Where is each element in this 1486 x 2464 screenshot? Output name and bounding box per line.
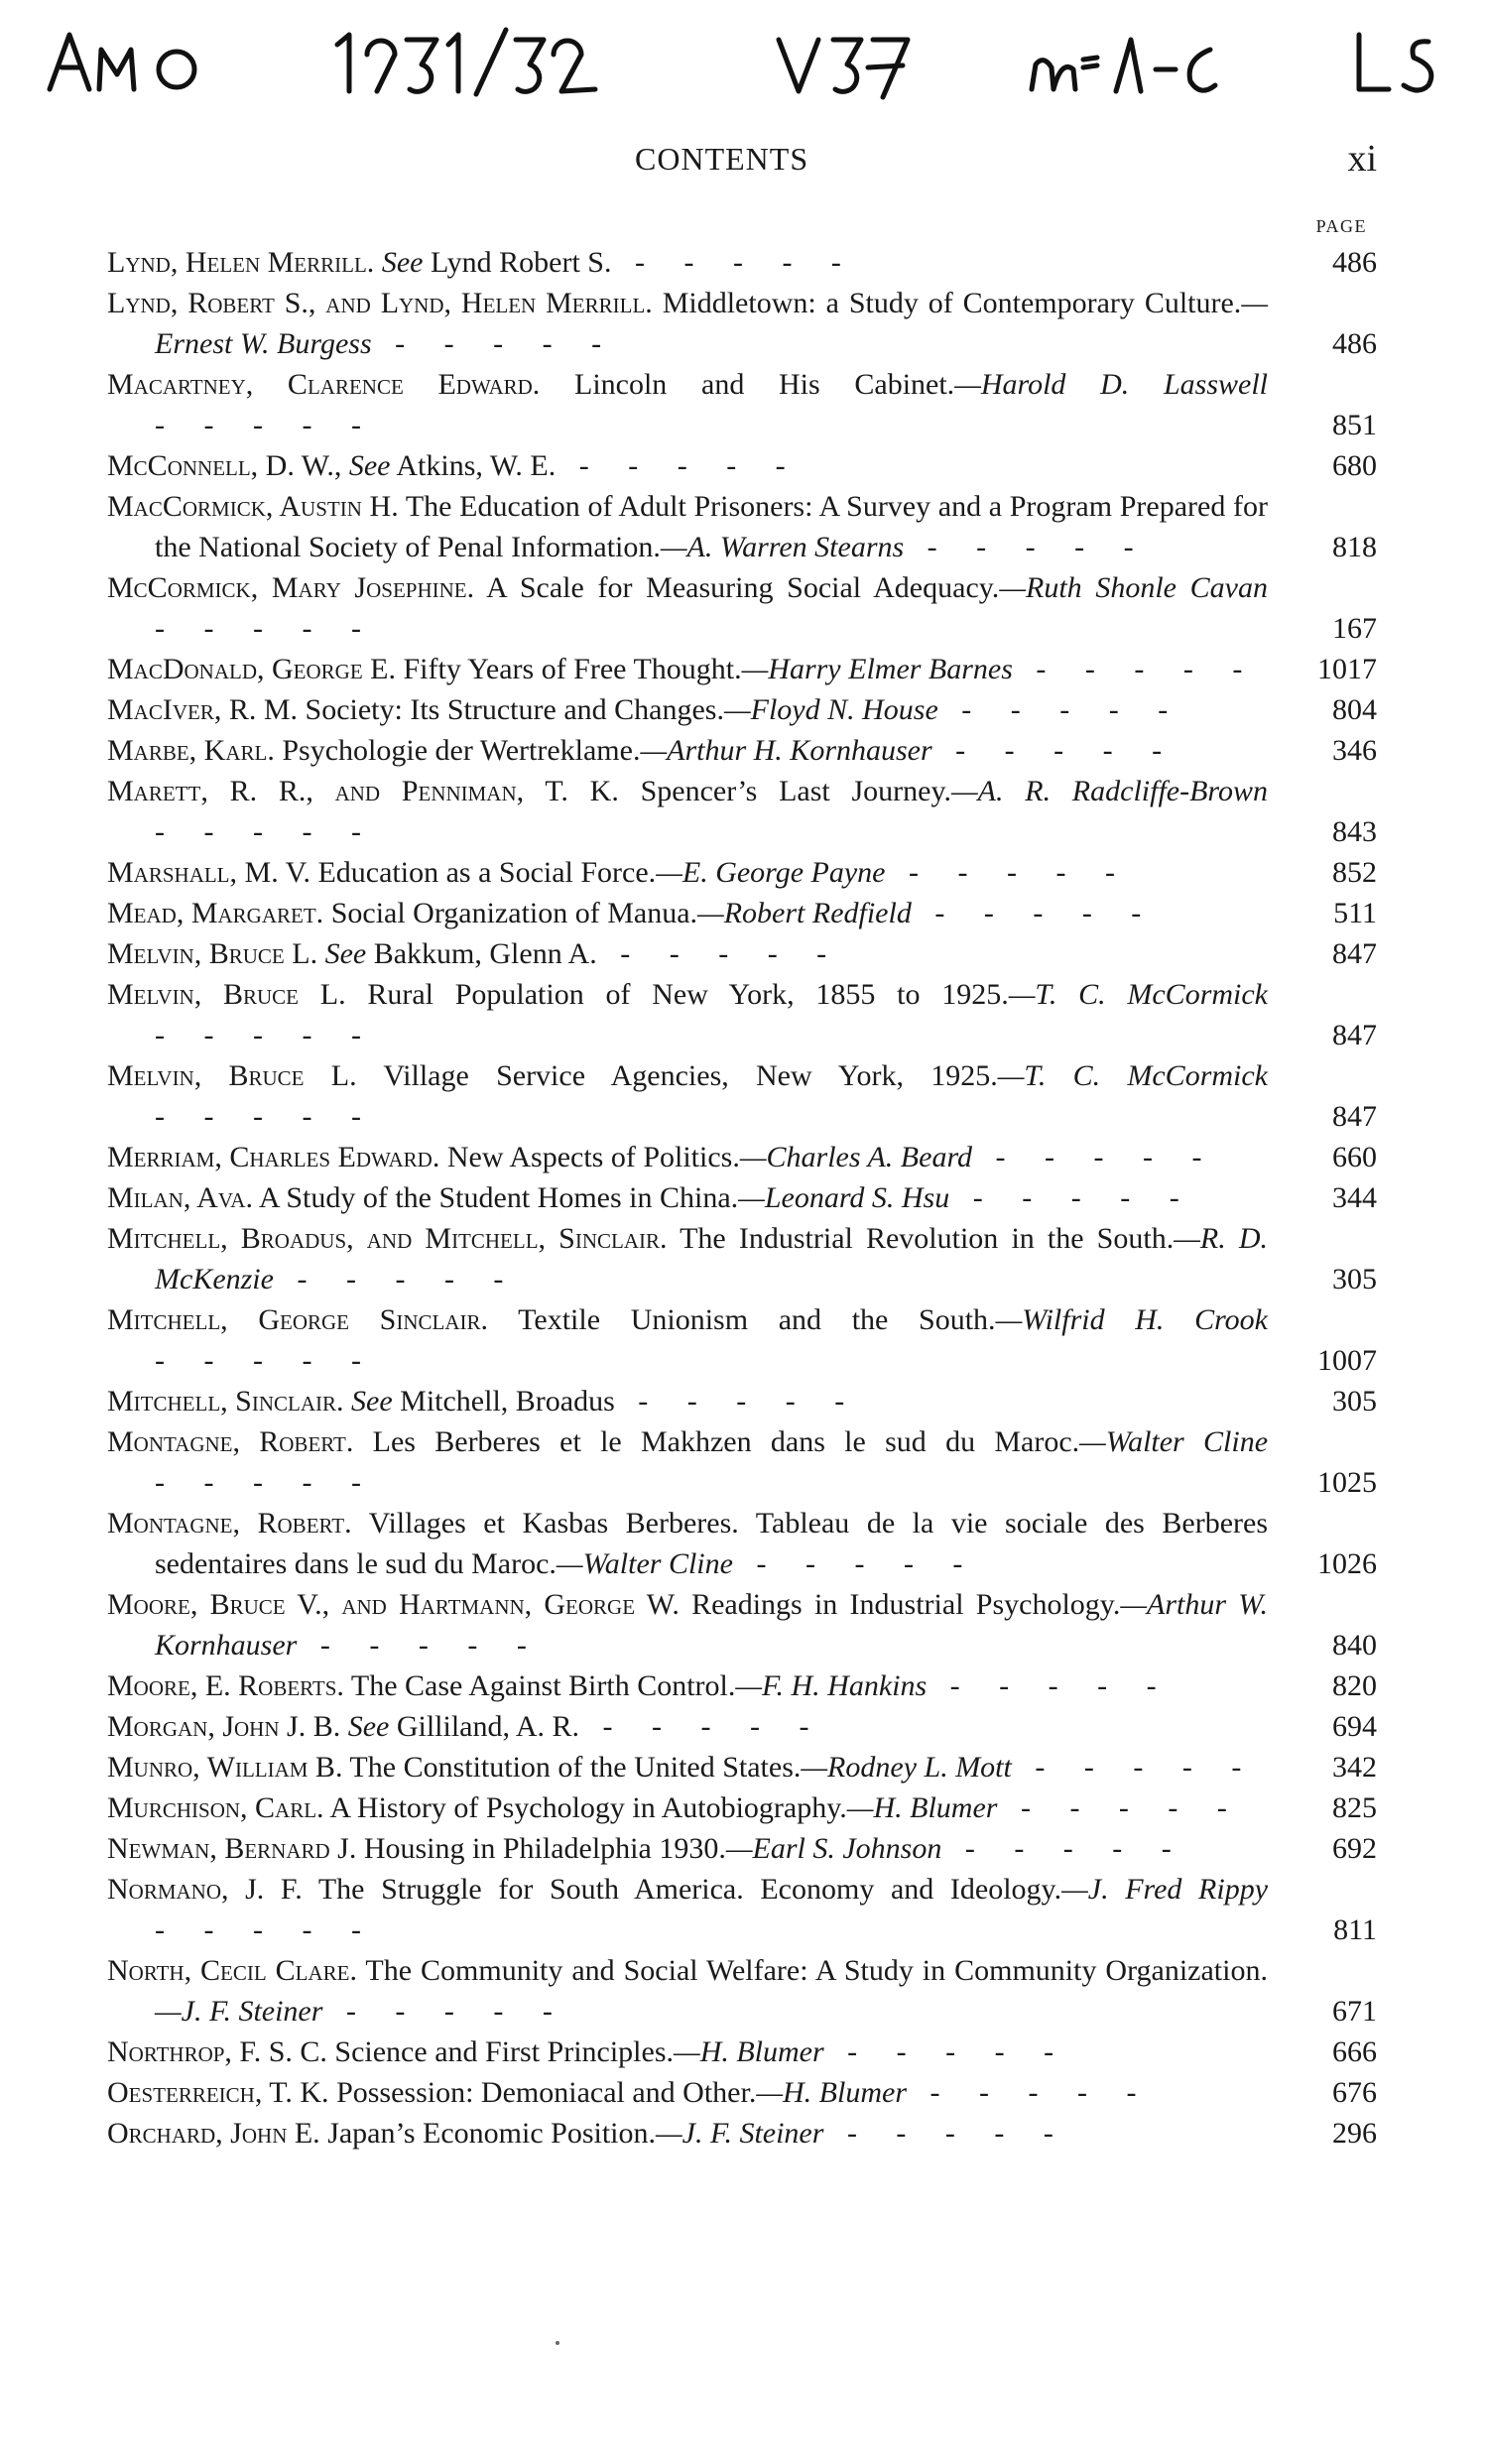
entry-author: MacCormick, Austin H. <box>107 490 399 523</box>
page-number: xi <box>1347 138 1377 180</box>
entry-author: Macartney, Clarence Edward. <box>107 368 541 401</box>
entry-author: Oesterreich, T. K. <box>107 2076 329 2109</box>
dot-leader: - - - - - <box>614 1385 861 1417</box>
entry-see-reference: See <box>351 1385 393 1417</box>
contents-entry <box>107 2072 1377 2113</box>
entry-reviewer: —R. D. McKenzie <box>155 1222 1268 1295</box>
entry-author: North, Cecil Clare. <box>107 1954 357 1987</box>
dot-leader: - - - - - <box>273 1263 520 1295</box>
dot-leader: - - - - - <box>1012 653 1259 685</box>
contents-entry <box>107 933 1377 974</box>
entry-author: Newman, Bernard J. <box>107 1832 357 1865</box>
entry-title: The Industrial Revolution in the South. <box>680 1222 1175 1255</box>
entry-author: MacIver, R. M. <box>107 693 299 726</box>
entry-author: Melvin, Bruce L. <box>107 978 346 1011</box>
contents-list <box>107 242 1377 2154</box>
contents-entry <box>107 1218 1377 1299</box>
entry-page-number: 852 <box>1332 856 1377 889</box>
entry-title: Villages et Kasbas Berberes. Tableau de la vie sociale des Berberes sedentaires dans le sud du Maroc. <box>155 1507 1268 1580</box>
paper-speck <box>556 2341 559 2345</box>
entry-author: Lynd, Robert S., and Lynd, Helen Merrill. <box>107 287 653 319</box>
entry-reviewer: —H. Blumer <box>756 2076 907 2109</box>
entry-author: Milan, Ava. <box>107 1181 253 1214</box>
entry-page-number: 1026 <box>1317 1547 1377 1580</box>
entry-reviewer: —T. C. McCormick <box>1008 978 1268 1011</box>
contents-entry <box>107 1584 1377 1665</box>
contents-entry <box>107 283 1377 364</box>
entry-page-number: 847 <box>1332 937 1377 970</box>
dot-leader: - - - - - <box>155 1466 377 1499</box>
entry-page-number: 666 <box>1332 2035 1377 2068</box>
entry-author: Lynd, Helen Merrill. <box>107 246 375 279</box>
entry-page-number: 342 <box>1332 1751 1377 1784</box>
entry-author: Murchison, Carl. <box>107 1791 324 1824</box>
dot-leader: - - - - - <box>155 815 377 848</box>
entry-page-number: 344 <box>1332 1181 1377 1214</box>
contents-entry <box>107 1950 1377 2032</box>
contents-entry <box>107 1747 1377 1787</box>
entry-title: The Case Against Birth Control. <box>350 1669 736 1702</box>
entry-reviewer: —J. F. Steiner <box>155 1995 323 2028</box>
dot-leader: - - - - - <box>155 409 377 441</box>
entry-reviewer: —Charles A. Beard <box>739 1141 973 1173</box>
contents-entry <box>107 486 1377 567</box>
entry-reviewer: —Ruth Shonle Cavan <box>999 571 1268 604</box>
dot-leader: - - - - - <box>297 1629 543 1662</box>
entry-page-number: 676 <box>1332 2076 1377 2109</box>
contents-entry <box>107 1055 1377 1137</box>
entry-author: MacDonald, George E. <box>107 653 396 685</box>
contents-entry <box>107 649 1377 689</box>
entry-title: Mitchell, Broadus <box>400 1385 615 1417</box>
entry-author: Melvin, Bruce L. <box>107 937 318 970</box>
entry-reviewer: —T. C. McCormick <box>997 1059 1268 1092</box>
entry-title: Possession: Demoniacal and Other. <box>336 2076 757 2109</box>
entry-title: Fifty Years of Free Thought. <box>403 653 742 685</box>
entry-reviewer: —F. H. Hankins <box>735 1669 928 1702</box>
entry-see-reference: See <box>381 246 424 279</box>
entry-author: Marett, R. R., and Penniman, T. K. <box>107 775 619 807</box>
dot-leader: - - - - - <box>556 449 802 482</box>
handwriting-image <box>40 20 1468 109</box>
entry-page-number: 1007 <box>1317 1344 1377 1377</box>
dot-leader: - - - - - <box>937 693 1184 726</box>
dot-leader: - - - - - <box>907 2076 1153 2109</box>
entry-title: Lincoln and His Cabinet. <box>574 368 955 401</box>
dot-leader: - - - - - <box>371 327 618 360</box>
entry-page-number: 305 <box>1332 1263 1377 1295</box>
dot-leader: - - - - - <box>155 1019 377 1051</box>
entry-reviewer: —Wilfrid H. Crook <box>995 1303 1268 1336</box>
dot-leader: - - - - - <box>997 1791 1243 1824</box>
dot-leader: - - - - - <box>155 1344 377 1377</box>
contents-entry <box>107 730 1377 771</box>
entry-reviewer: —H. Blumer <box>846 1791 998 1824</box>
entry-reviewer: —J. Fred Rippy <box>1061 1873 1269 1906</box>
entry-title: Lynd Robert S. <box>430 246 612 279</box>
entry-title: A Study of the Student Homes in China. <box>258 1181 739 1214</box>
contents-entry <box>107 1706 1377 1747</box>
contents-entry <box>107 689 1377 730</box>
entry-page-number: 825 <box>1332 1791 1377 1824</box>
entry-title: Textile Unionism and the South. <box>518 1303 996 1336</box>
entry-author: Northrop, F. S. C. <box>107 2035 327 2068</box>
dot-leader: - - - - - <box>596 937 843 970</box>
entry-reviewer: —A. Warren Stearns <box>660 531 905 563</box>
contents-entry <box>107 1137 1377 1177</box>
entry-title: Society: Its Structure and Changes. <box>305 693 724 726</box>
entry-author: Merriam, Charles Edward. <box>107 1141 440 1173</box>
entry-see-reference: See <box>324 937 367 970</box>
dot-leader: - - - - - <box>579 1710 825 1743</box>
entry-reviewer: —J. F. Steiner <box>656 2117 824 2150</box>
entry-author: Mitchell, Sinclair. <box>107 1385 344 1417</box>
entry-title: Education as a Social Force. <box>317 856 657 889</box>
dot-leader: - - - - - <box>155 1100 377 1133</box>
entry-author: Montagne, Robert. <box>107 1425 354 1458</box>
entry-title: Science and First Principles. <box>334 2035 675 2068</box>
entry-title: Middletown: a Study of Contemporary Culture. <box>662 287 1242 319</box>
entry-page-number: 660 <box>1332 1141 1377 1173</box>
entry-reviewer: —E. George Payne <box>656 856 886 889</box>
entry-title: Social Organization of Manua. <box>330 897 698 929</box>
contents-entry <box>107 2113 1377 2154</box>
entry-title: Readings in Industrial Psychology. <box>691 1588 1121 1621</box>
contents-entry <box>107 1828 1377 1869</box>
entry-title: Rural Population of New York, 1855 to 1925. <box>367 978 1009 1011</box>
handwritten-shelf-mark <box>40 20 1468 109</box>
contents-entry <box>107 1869 1377 1950</box>
entry-reviewer: —Robert Redfield <box>697 897 912 929</box>
dot-leader: - - - - - <box>611 246 857 279</box>
entry-title: The Community and Social Welfare: A Study in Community Organization. <box>365 1954 1268 1987</box>
entry-reviewer: —A. R. Radcliffe-Brown <box>951 775 1268 807</box>
entry-reviewer: —Arthur W. Kornhauser <box>155 1588 1269 1662</box>
entry-author: Montagne, Robert. <box>107 1507 352 1540</box>
entry-page-number: 847 <box>1332 1019 1377 1051</box>
dot-leader: - - - - - <box>972 1141 1218 1173</box>
entry-title: New Aspects of Politics. <box>446 1141 740 1173</box>
entry-page-number: 843 <box>1332 815 1377 848</box>
entry-author: Marbe, Karl. <box>107 734 275 767</box>
entry-page-number: 847 <box>1332 1100 1377 1133</box>
dot-leader: - - - - - <box>1011 1751 1258 1784</box>
entry-page-number: 692 <box>1332 1832 1377 1865</box>
entry-page-number: 296 <box>1332 2117 1377 2150</box>
contents-entry <box>107 1177 1377 1218</box>
entry-author: Moore, Bruce V., and Hartmann, George W. <box>107 1588 680 1621</box>
contents-entry <box>107 242 1377 283</box>
entry-page-number: 811 <box>1333 1913 1377 1946</box>
entry-reviewer: —Harry Elmer Barnes <box>741 653 1013 685</box>
entry-page-number: 818 <box>1332 531 1377 563</box>
dot-leader: - - - - - <box>732 1547 979 1580</box>
entry-title: The Education of Adult Prisoners: A Survey and a Program Prepared for the National Society of Penal Information. <box>155 490 1268 563</box>
entry-reviewer: —Leonard S. Hsu <box>738 1181 950 1214</box>
entry-author: Mitchell, Broadus, and Mitchell, Sinclair. <box>107 1222 668 1255</box>
entry-author: McConnell, D. W., <box>107 449 342 482</box>
entry-author: Melvin, Bruce L. <box>107 1059 357 1092</box>
contents-entry <box>107 974 1377 1055</box>
entry-author: Mitchell, George Sinclair. <box>107 1303 489 1336</box>
entry-page-number: 820 <box>1332 1669 1377 1702</box>
entry-page-number: 1025 <box>1317 1466 1377 1499</box>
contents-entry <box>107 1665 1377 1706</box>
entry-title: Housing in Philadelphia 1930. <box>363 1832 726 1865</box>
dot-leader: - - - - - <box>322 1995 568 2028</box>
entry-author: Moore, E. Roberts. <box>107 1669 344 1702</box>
entry-title: Gilliland, A. R. <box>396 1710 580 1743</box>
contents-entry <box>107 1381 1377 1421</box>
entry-see-reference: See <box>348 449 391 482</box>
entry-title: Atkins, W. E. <box>396 449 557 482</box>
entry-reviewer: —Ernest W. Burgess <box>155 287 1268 360</box>
entry-page-number: 486 <box>1332 327 1377 360</box>
dot-leader: - - - - - <box>155 612 377 645</box>
entry-page-number: 167 <box>1332 612 1377 645</box>
contents-entry <box>107 1299 1377 1381</box>
contents-entry <box>107 364 1377 445</box>
dot-leader: - - - - - <box>823 2035 1070 2068</box>
dot-leader: - - - - - <box>823 2117 1069 2150</box>
entry-reviewer: —Harold D. Lasswell <box>954 368 1269 401</box>
entry-reviewer: —Arthur H. Kornhauser <box>640 734 932 767</box>
entry-page-number: 346 <box>1332 734 1377 767</box>
entry-reviewer: —Floyd N. House <box>723 693 938 726</box>
contents-entry <box>107 567 1377 649</box>
dot-leader: - - - - - <box>155 1913 377 1946</box>
entry-title: Japan’s Economic Position. <box>327 2117 656 2150</box>
entry-page-number: 851 <box>1332 409 1377 441</box>
entry-page-number: 305 <box>1332 1385 1377 1417</box>
entry-page-number: 511 <box>1333 897 1377 929</box>
entry-author: Normano, J. F. <box>107 1873 303 1906</box>
entry-see-reference: See <box>347 1710 390 1743</box>
entry-author: Munro, William B. <box>107 1751 343 1784</box>
entry-page-number: 840 <box>1332 1629 1377 1662</box>
entry-title: Les Berberes et le Makhzen dans le sud du Maroc. <box>372 1425 1080 1458</box>
contents-entry <box>107 1787 1377 1828</box>
entry-author: Marshall, M. V. <box>107 856 310 889</box>
contents-entry <box>107 1421 1377 1503</box>
entry-author: Mead, Margaret. <box>107 897 324 929</box>
entry-page-number: 694 <box>1332 1710 1377 1743</box>
contents-entry <box>107 1503 1377 1584</box>
entry-page-number: 804 <box>1332 693 1377 726</box>
contents-entry <box>107 2032 1377 2072</box>
running-head: CONTENTS <box>635 141 809 177</box>
entry-title: Spencer’s Last Journey. <box>640 775 951 807</box>
entry-reviewer: —Walter Cline <box>556 1547 733 1580</box>
entry-title: A Scale for Measuring Social Adequacy. <box>486 571 1000 604</box>
entry-title: A History of Psychology in Autobiography. <box>329 1791 847 1824</box>
contents-entry <box>107 445 1377 486</box>
dot-leader: - - - - - <box>911 897 1158 929</box>
contents-entry <box>107 852 1377 893</box>
entry-page-number: 1017 <box>1317 653 1377 685</box>
dot-leader: - - - - - <box>904 531 1150 563</box>
entry-reviewer: —H. Blumer <box>674 2035 824 2068</box>
dot-leader: - - - - - <box>941 1832 1187 1865</box>
contents-entry <box>107 771 1377 852</box>
dot-leader: - - - - - <box>949 1181 1195 1214</box>
entry-title: Bakkum, Glenn A. <box>373 937 597 970</box>
entry-author: McCormick, Mary Josephine. <box>107 571 475 604</box>
page-column-label: PAGE <box>1315 216 1367 236</box>
entry-author: Orchard, John E. <box>107 2117 320 2150</box>
dot-leader: - - - - - <box>927 1669 1173 1702</box>
entry-reviewer: —Rodney L. Mott <box>801 1751 1012 1784</box>
contents-entry <box>107 893 1377 933</box>
entry-title: The Constitution of the United States. <box>349 1751 802 1784</box>
entry-author: Morgan, John J. B. <box>107 1710 341 1743</box>
entry-title: Psychologie der Wertreklame. <box>282 734 641 767</box>
entry-page-number: 671 <box>1332 1995 1377 2028</box>
dot-leader: - - - - - <box>885 856 1131 889</box>
entry-page-number: 486 <box>1332 246 1377 279</box>
entry-reviewer: —Walter Cline <box>1079 1425 1269 1458</box>
entry-page-number: 680 <box>1332 449 1377 482</box>
entry-reviewer: —Earl S. Johnson <box>725 1832 942 1865</box>
dot-leader: - - - - - <box>931 734 1178 767</box>
entry-title: Village Service Agencies, New York, 1925. <box>383 1059 998 1092</box>
entry-title: The Struggle for South America. Economy and Ideology. <box>317 1873 1062 1906</box>
